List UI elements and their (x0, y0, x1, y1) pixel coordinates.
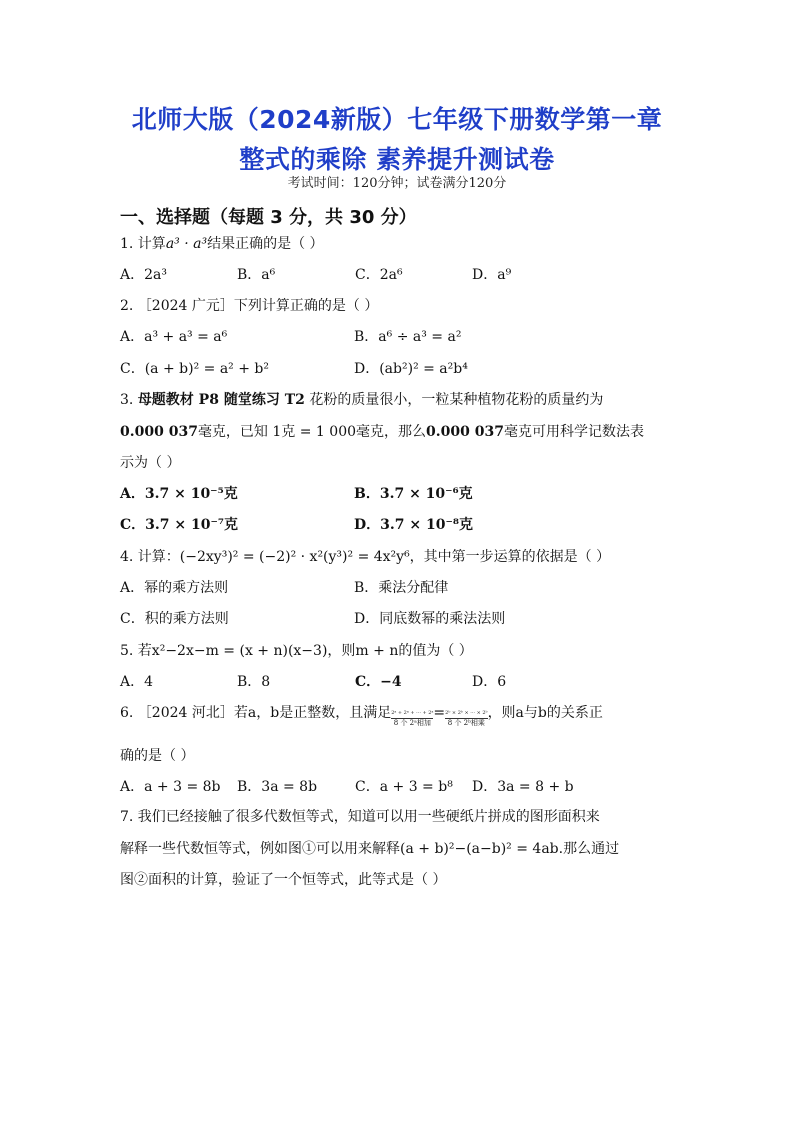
question-4: 4. 计算：(−2xy³)² = (−2)² · x²(y³)² = 4x²y⁶，其中第一步运算的依据是（ ） (120, 549, 611, 565)
q3-option-c: C．3.7 × 10⁻⁷克 (120, 517, 238, 533)
q4-option-d: D．同底数幂的乘法法则 (354, 611, 506, 627)
underbrace-product: 2ᵇ × 2ᵇ × ··· × 2ᵇ 8 个 2ᵇ相乘 (445, 710, 488, 727)
section-heading: 一、选择题（每题 3 分，共 30 分） (120, 207, 417, 228)
q1-option-c: C．2a⁶ (355, 267, 403, 283)
q6-option-a: A．a + 3 = 8b (120, 779, 221, 795)
question-6-line-1: 6. ［2024 河北］若a，b是正整数，且满足 2ᵃ + 2ᵃ + ··· + 2ᵃ 8 个 2ᵃ相加 = 2ᵇ × 2ᵇ × ··· × 2ᵇ 8 个 2ᵇ相乘 ，则a与b的关系正 (120, 705, 603, 727)
question-5: 5. 若x²−2x−m = (x + n)(x−3)，则m + n的值为（ ） (120, 643, 473, 659)
q2-option-d: D．(ab²)² = a²b⁴ (354, 361, 468, 377)
q1-option-a: A．2a³ (120, 267, 167, 283)
q3-option-d: D．3.7 × 10⁻⁸克 (354, 517, 473, 533)
q5-option-a: A．4 (120, 674, 154, 690)
q2-option-a: A．a³ + a³ = a⁶ (120, 329, 228, 345)
q5-option-d: D．6 (472, 674, 507, 690)
question-6-line-2: 确的是（ ） (120, 748, 195, 764)
question-3-line-1: 3. 母题教材 P8 随堂练习 T2 花粉的质量很小，一粒某种植物花粉的质量约为 (120, 392, 604, 408)
q4-option-a: A．幂的乘方法则 (120, 580, 229, 596)
question-3-line-2: 0.000 037毫克，已知 1克 = 1 000毫克，那么0.000 037毫克可用科学记数法表 (120, 424, 644, 440)
q5-option-c: C．−4 (355, 674, 402, 690)
q2-option-b: B．a⁶ ÷ a³ = a² (354, 329, 462, 345)
question-2: 2. ［2024 广元］下列计算正确的是（ ） (120, 298, 379, 314)
source-tag: 母题教材 P8 随堂练习 T2 (137, 392, 305, 408)
question-7-line-2: 解释一些代数恒等式，例如图①可以用来解释(a + b)²−(a−b)² = 4ab.那么通过 (120, 841, 620, 857)
question-1: 1. 计算a³ · a³结果正确的是（ ） (120, 236, 324, 252)
title-line-2: 整式的乘除 素养提升测试卷 (239, 145, 555, 174)
q6-option-c: C．a + 3 = b⁸ (355, 779, 453, 795)
q6-option-d: D．3a = 8 + b (472, 779, 574, 795)
question-7-line-1: 7. 我们已经接触了很多代数恒等式，知道可以用一些硬纸片拼成的图形面积来 (120, 809, 600, 825)
q3-option-b: B．3.7 × 10⁻⁶克 (354, 486, 473, 502)
q6-option-b: B．3a = 8b (237, 779, 318, 795)
q2-option-c: C．(a + b)² = a² + b² (120, 361, 269, 377)
q4-option-c: C．积的乘方法则 (120, 611, 229, 627)
title-line-1: 北师大版（2024新版）七年级下册数学第一章 (131, 105, 663, 134)
q3-option-a: A．3.7 × 10⁻⁵克 (120, 486, 238, 502)
question-3-line-3: 示为（ ） (120, 455, 181, 471)
underbrace-sum: 2ᵃ + 2ᵃ + ··· + 2ᵃ 8 个 2ᵃ相加 (391, 710, 434, 727)
q1-option-b: B．a⁶ (237, 267, 276, 283)
q5-option-b: B．8 (237, 674, 271, 690)
exam-info: 考试时间：120分钟；试卷满分120分 (287, 176, 507, 191)
question-7-line-3: 图②面积的计算，验证了一个恒等式，此等式是（ ） (120, 872, 447, 888)
q1-option-d: D．a⁹ (472, 267, 512, 283)
q4-option-b: B．乘法分配律 (354, 580, 449, 596)
